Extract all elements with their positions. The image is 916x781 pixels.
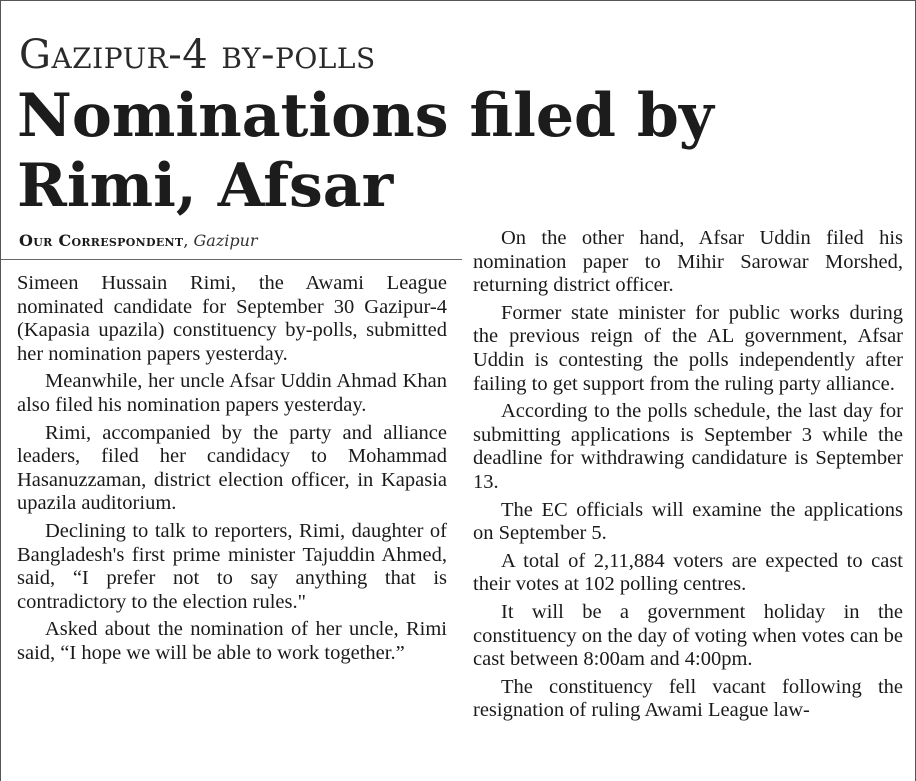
article-column-left <box>17 272 447 670</box>
article-column-right <box>473 227 903 727</box>
byline-location: Gazipur <box>193 231 258 250</box>
byline-divider <box>1 259 462 260</box>
article-kicker: Gazipur-4 by-polls <box>19 32 376 78</box>
paragraph: A total of 2,11,884 voters are expected to cast their votes at 102 polling centres. <box>473 549 903 596</box>
paragraph: According to the polls schedule, the last day for submitting applications is September 3 while the deadline for withdrawing candidature is September 13. <box>473 400 903 493</box>
paragraph: It will be a government holiday in the constituency on the day of voting when votes can be cast between 8:00am and 4:00pm. <box>473 600 903 671</box>
paragraph: Meanwhile, her uncle Afsar Uddin Ahmad Khan also filed his nomination papers yesterday. <box>17 370 447 416</box>
byline <box>19 231 258 251</box>
paragraph: Declining to talk to reporters, Rimi, daughter of Bangladesh's first prime minister Tajuddin Ahmed, said, “I prefer not to say anything that is contradictory to the election rules." <box>17 519 447 613</box>
byline-author: Our Correspondent <box>19 231 184 250</box>
paragraph: The EC officials will examine the applications on September 5. <box>473 498 903 545</box>
byline-separator: , <box>183 231 194 250</box>
paragraph: Asked about the nomination of her uncle, Rimi said, “I hope we will be able to work together.” <box>17 618 447 664</box>
paragraph: Rimi, accompanied by the party and alliance leaders, filed her candidacy to Mohammad Hasanuzzaman, district election officer, in Kapasia upazila auditorium. <box>17 421 447 515</box>
paragraph: Former state minister for public works during the previous reign of the AL government, Afsar Uddin is contesting the polls independently after failing to get support from the ruling party alliance. <box>473 301 903 395</box>
paragraph: The constituency fell vacant following the resignation of ruling Awami League law- <box>473 675 903 722</box>
paragraph: Simeen Hussain Rimi, the Awami League nominated candidate for September 30 Gazipur-4 (Kapasia upazila) constituency by-polls, submitted her nomination papers yesterday. <box>17 272 447 365</box>
article-headline: Nominations filed by Rimi, Afsar <box>17 81 714 221</box>
paragraph: On the other hand, Afsar Uddin filed his nomination paper to Mihir Sarowar Morshed, returning district officer. <box>473 227 903 297</box>
